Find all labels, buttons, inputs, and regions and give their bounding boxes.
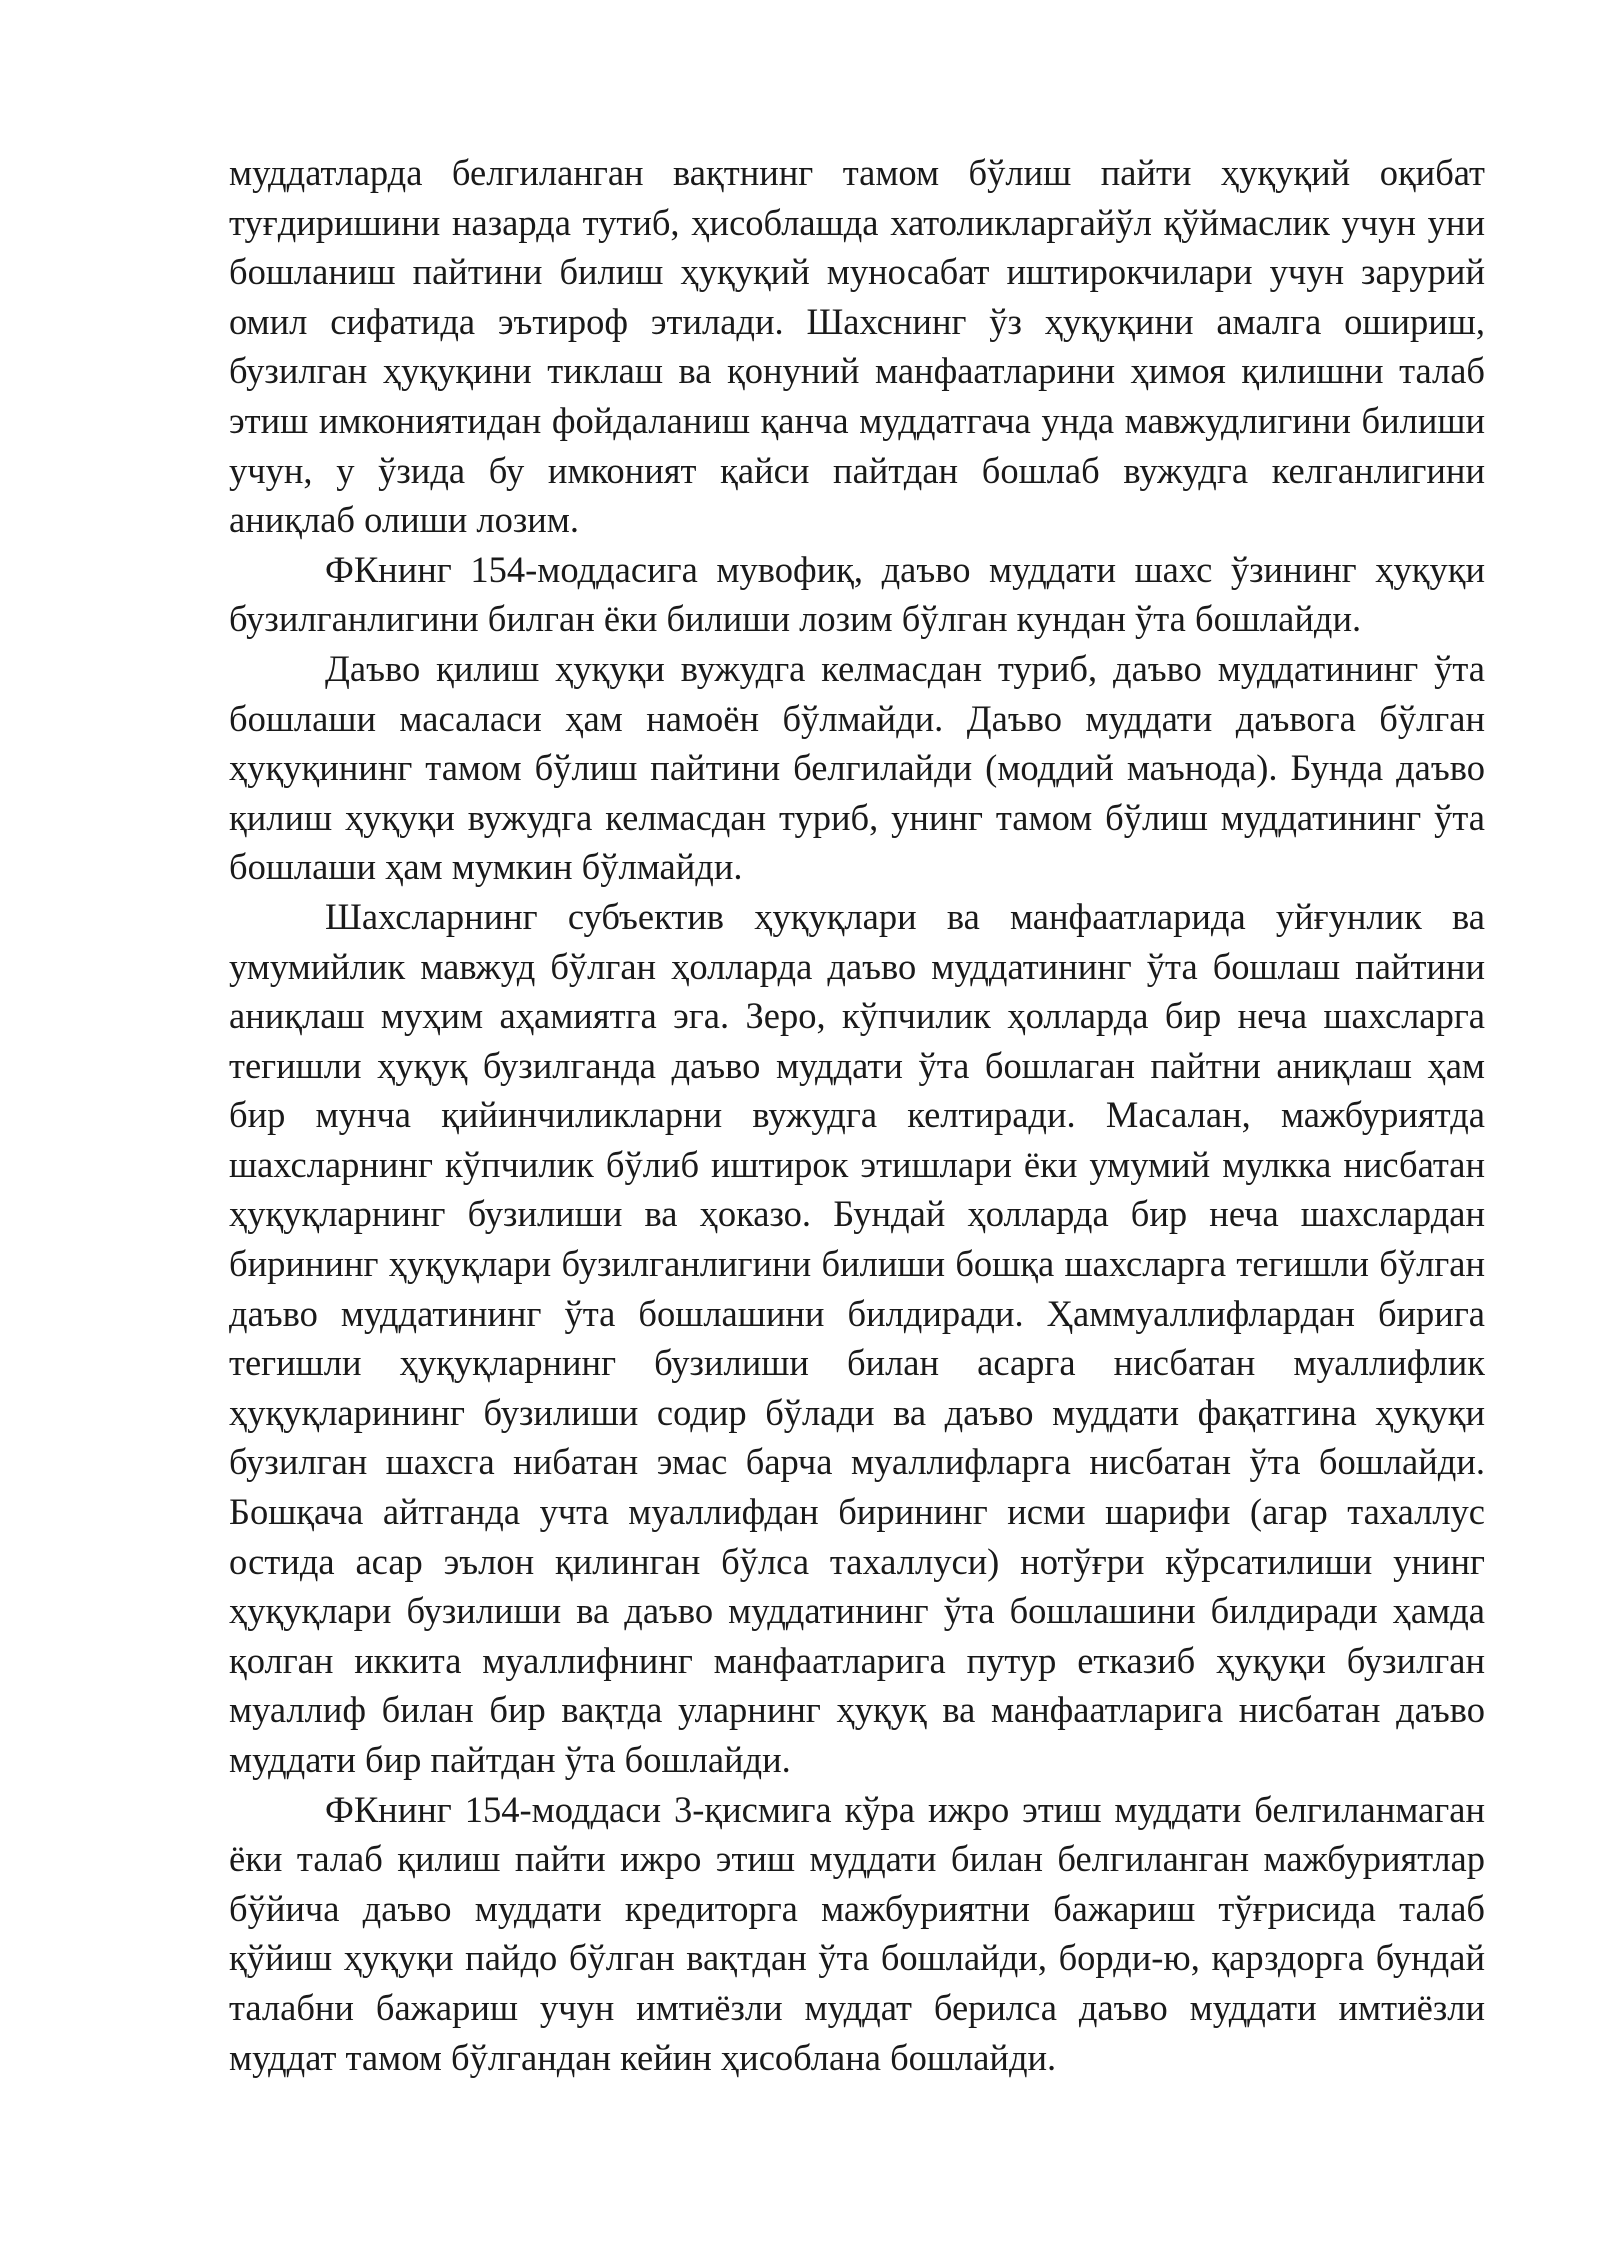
paragraph-4: Шахсларнинг субъектив ҳуқуқлари ва манфаатларида уйғунлик ва умумийлик мавжуд бўлган ҳолларда даъво муддатининг ўта бошлаш пайтини аниқлаш муҳим аҳамиятга эга. Зеро, кўпчилик ҳолларда бир неча шахсларга тегишли ҳуқуқ бузилганда даъво муддати ўта бошлаган пайтни аниқлаш ҳам бир мунча қийинчиликларни вужудга келтиради. Масалан, мажбуриятда шахсларнинг кўпчилик бўлиб иштирок этишлари ёки умумий мулкка нисбатан ҳуқуқларнинг бузилиши ва ҳоказо. Бундай ҳолларда бир неча шахслардан бирининг ҳуқуқлари бузилганлигини билиши бошқа шахсларга тегишли бўлган даъво муддатининг ўта бошлашини билдиради. Ҳаммуаллифлардан бирига тегишли ҳуқуқларнинг бузилиши билан асарга нисбатан муаллифлик ҳуқуқларининг бузилиши содир бўлади ва даъво муддати фақатгина ҳуқуқи бузилган шахсга нибатан эмас барча муаллифларга нисбатан ўта бошлайди. Бошқача айтганда учта муаллифдан бирининг исми шарифи (агар тахаллус остида асар эълон қилинган бўлса тахаллуси) нотўғри кўрсатилиши унинг ҳуқуқлари бузилиши ва даъво муддатининг ўта бошлашини билдиради ҳамда қолган иккита муаллифнинг манфаатларига путур етказиб ҳуқуқи бузилган муаллиф билан бир вақтда уларнинг ҳуқуқ ва манфаатларига нисбатан даъво муддати бир пайтдан ўта бошлайди. <box>229 895 1485 1780</box>
body-text <box>229 148 1485 2082</box>
paragraph-5: ФКнинг 154-моддаси 3-қисмига кўра ижро этиш муддати белгиланмаган ёки талаб қилиш пайти ижро этиш муддати билан белгиланган мажбуриятлар бўйича даъво муддати кредиторга мажбуриятни бажариш тўғрисида талаб қўйиш ҳуқуқи пайдо бўлган вақтдан ўта бошлайди, борди-ю, қарздорга бундай талабни бажариш учун имтиёзли муддат берилса даъво муддати имтиёзли муддат тамом бўлгандан кейин ҳисоблана бошлайди. <box>229 1788 1485 2078</box>
paragraph-2: ФКнинг 154-моддасига мувофиқ, даъво муддати шахс ўзининг ҳуқуқи бузилганлигини билган ёки билиши лозим бўлган кундан ўта бошлайди. <box>229 548 1485 640</box>
paragraph-3: Даъво қилиш ҳуқуқи вужудга келмасдан туриб, даъво муддатининг ўта бошлаши масаласи ҳам намоён бўлмайди. Даъво муддати даъвога бўлган ҳуқуқининг тамом бўлиш пайтини белгилайди (моддий маънода). Бунда даъво қилиш ҳуқуқи вужудга келмасдан туриб, унинг тамом бўлиш муддатининг ўта бошлаши ҳам мумкин бўлмайди. <box>229 647 1485 888</box>
paragraph-1: муддатларда белгиланган вақтнинг тамом бўлиш пайти ҳуқуқий оқибат туғдиришини назарда тутиб, ҳисоблашда хатоликларгайўл қўймаслик учун уни бошланиш пайтини билиш ҳуқуқий муносабат иштирокчилари учун зарурий омил сифатида эътироф этилади. Шахснинг ўз ҳуқуқини амалга ошириш, бузилган ҳуқуқини тиклаш ва қонуний манфаатларини ҳимоя қилишни талаб этиш имкониятидан фойдаланиш қанча муддатгача унда мавжудлигини билиши учун, у ўзида бу имконият қайси пайтдан бошлаб вужудга келганлигини аниқлаб олиши лозим. <box>229 152 1485 541</box>
